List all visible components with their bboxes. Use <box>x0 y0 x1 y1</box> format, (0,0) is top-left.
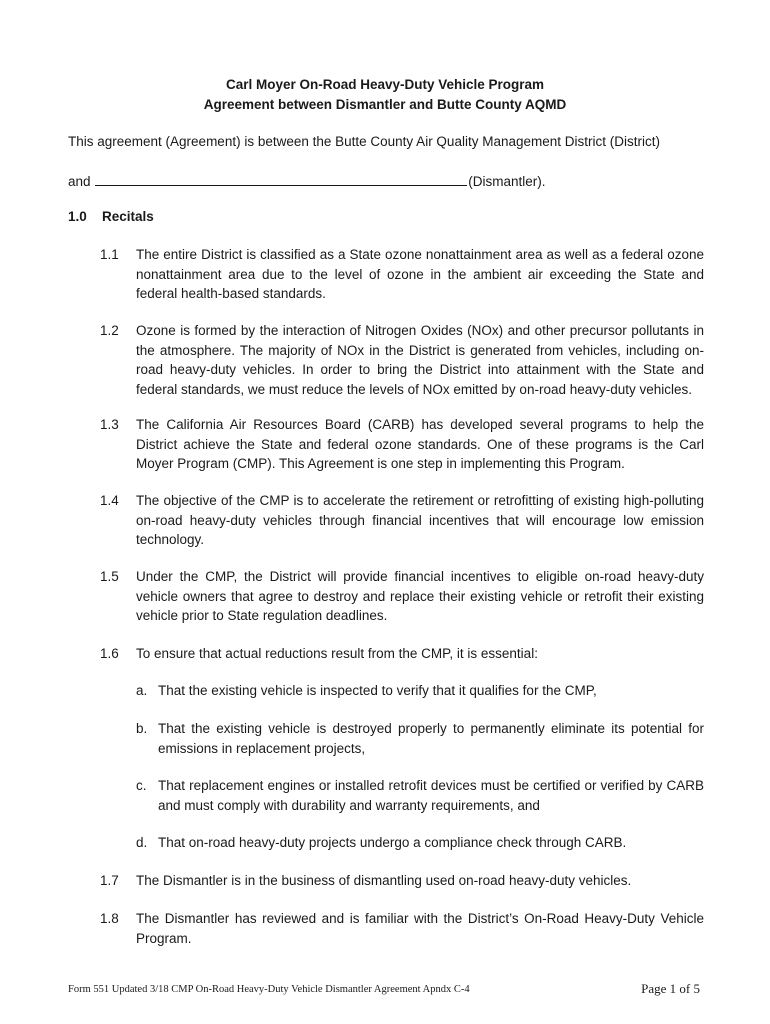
section-number: 1.0 <box>68 209 87 224</box>
recital-item <box>100 415 704 474</box>
recital-text: The California Air Resources Board (CARB) has developed several programs to help the District achieve the State and federal ozone standards. One of these programs is the Carl Moyer Program (CMP). This Agreement is one step in implementing this Program. <box>136 417 704 471</box>
dismantler-name-field[interactable] <box>95 172 467 186</box>
recital-number: 1.2 <box>100 323 119 338</box>
sub-item-text: That the existing vehicle is inspected to verify that it qualifies for the CMP, <box>158 683 597 698</box>
recital-text: The objective of the CMP is to accelerate the retirement or retrofitting of existing high-polluting on-road heavy-duty vehicles through financial incentives that will encourage low emission technology. <box>136 493 704 547</box>
recital-text: The entire District is classified as a State ozone nonattainment area as well as a federal ozone nonattainment area due to the level of ozone in the ambient air exceeding the State and federal health-based standards. <box>136 247 704 301</box>
recital-text: The Dismantler has reviewed and is familiar with the District’s On-Road Heavy-Duty Vehicle Program. <box>136 911 704 946</box>
sub-item <box>136 833 704 853</box>
section-title: Recitals <box>102 209 154 224</box>
recital-item <box>100 909 704 948</box>
recital-item <box>100 644 704 664</box>
recital-text: Under the CMP, the District will provide financial incentives to eligible on-road heavy-duty vehicle owners that agree to destroy and replace their existing vehicle or retrofit their existing vehicle prior to State regulation deadlines. <box>136 569 704 623</box>
section-heading <box>68 209 154 224</box>
sub-item <box>136 719 704 758</box>
recital-text: The Dismantler is in the business of dismantling used on-road heavy-duty vehicles. <box>136 873 632 888</box>
recital-text: To ensure that actual reductions result from the CMP, it is essential: <box>136 646 538 661</box>
intro-paragraph: This agreement (Agreement) is between the Butte County Air Quality Management District (District) <box>68 134 660 149</box>
sub-item <box>136 681 704 701</box>
document-subtitle: Agreement between Dismantler and Butte County AQMD <box>203 97 567 112</box>
footer-form-info: Form 551 Updated 3/18 CMP On-Road Heavy-Duty Vehicle Dismantler Agreement Apndx C-4 <box>68 984 470 995</box>
sub-item-letter: b. <box>136 721 148 736</box>
sub-item <box>136 776 704 815</box>
recital-text: Ozone is formed by the interaction of Nitrogen Oxides (NOx) and other precursor pollutants in the atmosphere. The majority of NOx in the District is generated from vehicles, including on-road heavy-duty vehicles. In order to bring the District into attainment with the State and federal standards, we must reduce the levels of NOx emitted by on-road heavy-duty vehicles. <box>136 323 704 397</box>
recital-number: 1.6 <box>100 646 119 661</box>
and-prefix: and <box>68 174 91 189</box>
sub-item-text: That the existing vehicle is destroyed properly to permanently eliminate its potential for emissions in replacement projects, <box>158 721 704 756</box>
recital-number: 1.3 <box>100 417 119 432</box>
sub-item-letter: a. <box>136 683 148 698</box>
sub-item-text: That replacement engines or installed retrofit devices must be certified or verified by CARB and must comply with durability and warranty requirements, and <box>158 778 704 813</box>
sub-item-letter: d. <box>136 835 148 850</box>
recital-item <box>100 871 704 891</box>
recital-item <box>100 321 704 399</box>
recital-number: 1.1 <box>100 247 119 262</box>
recital-item <box>100 245 704 304</box>
recital-item <box>100 567 704 626</box>
sub-item-letter: c. <box>136 778 147 793</box>
recital-number: 1.5 <box>100 569 119 584</box>
dismantler-line <box>68 172 546 189</box>
recital-item <box>100 491 704 550</box>
and-suffix: (Dismantler). <box>468 174 546 189</box>
sub-item-text: That on-road heavy-duty projects undergo a compliance check through CARB. <box>158 835 627 850</box>
recital-number: 1.7 <box>100 873 119 888</box>
recital-number: 1.4 <box>100 493 119 508</box>
recital-number: 1.8 <box>100 911 119 926</box>
document-title: Carl Moyer On-Road Heavy-Duty Vehicle Program <box>225 77 545 92</box>
footer-page-number: Page 1 of 5 <box>641 981 700 996</box>
